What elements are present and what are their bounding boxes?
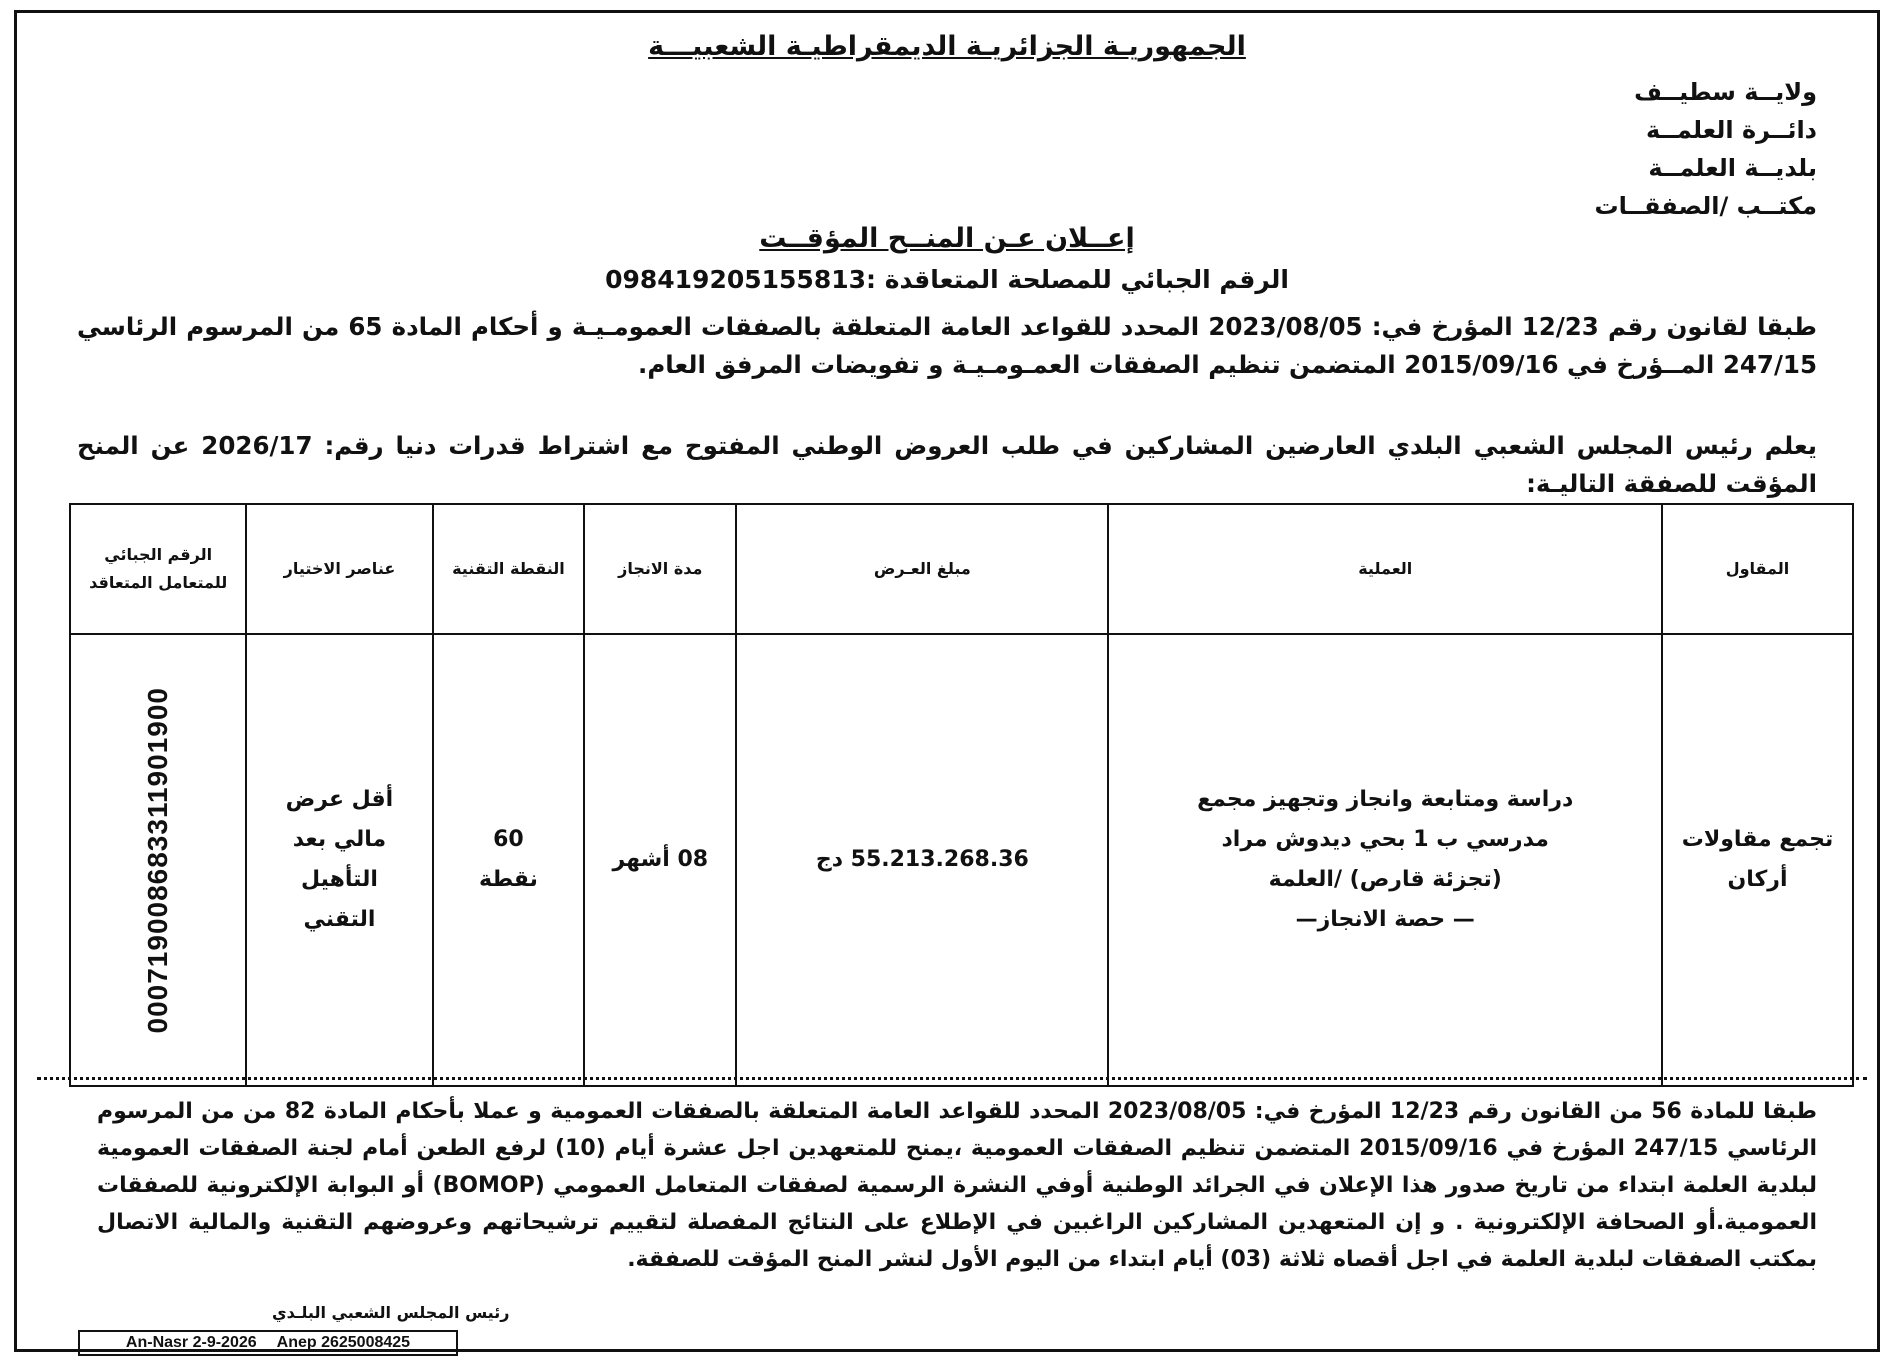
daira-line: دائــرة العلمــة xyxy=(1645,116,1817,144)
tech-score-value: 60 xyxy=(493,827,524,852)
criteria-line: مالي بعد xyxy=(292,827,387,852)
cell-duration: 08 أشهر xyxy=(584,634,736,1086)
appeal-paragraph: طبقا للمادة 56 من القانون رقم 12/23 المؤرخ في: 2023/08/05 المحدد للقواعد العامة المتعلقة بالصفقات العمومية و عملا بأحكام المادة 82 من من المرسوم الرئاسي 247/15 المؤرخ في 2015/09/16 المتضمن تنظيم الصفقات العمومية ،يمنح للمتعهدين اجل عشرة أيام (10) لرفع الطعن أمام لجنة الصفقات العمومية لبلدية العلمة ابتداء من تاريخ صدور هذا الإعلان في الجرائد الوطنية أوفي النشرة الرسمية لصفقات المتعامل العمومي (BOMOP) أو البوابة الإلكترونية للصفقات العمومية.أو الصحافة الإلكترونية . و إن المتعهدين المشاركين الراغبين في الإطلاع على النتائج المفصلة لتقييم ترشيحاتهم وعروضهم التقنية والمالية الاتصال بمكتب الصفقات لبلدية العلمة في اجل أقصاه ثلاثة (03) أيام ابتداء من اليوم الأول لنشر المنح المؤقت للصفقة. xyxy=(97,1099,1818,1272)
header-contractor-nif: الرقم الجبائي للمتعامل المتعاقد xyxy=(70,504,246,634)
cell-amount: 55.213.268.36 دج xyxy=(736,634,1108,1086)
republic-title: الجمهوريـة الجزائريـة الديمقراطيـة الشعبيـــة xyxy=(648,31,1246,62)
office-line: مكتــب /الصفقــات xyxy=(1594,192,1817,220)
cell-contractor-nif xyxy=(70,634,246,1086)
dotted-separator xyxy=(37,1077,1867,1080)
header-duration: مدة الانجاز xyxy=(584,504,736,634)
publication-reference xyxy=(78,1330,458,1356)
criteria-line: أقل عرض xyxy=(285,787,394,812)
anep-ref: Anep 2625008425 xyxy=(276,1334,411,1351)
header-contractor: المقاول xyxy=(1662,504,1853,634)
operation-line: دراسة ومتابعة وانجاز وتجهيز مجمع xyxy=(1197,787,1574,812)
tech-score-unit: نقطة xyxy=(479,867,538,892)
award-table xyxy=(69,503,1854,1087)
header-criteria: عناصر الاختيار xyxy=(246,504,432,634)
header-operation: العملية xyxy=(1108,504,1662,634)
cell-tech-score xyxy=(433,634,585,1086)
wilaya-line: ولايــة سطيــف xyxy=(1634,78,1817,106)
operation-line: (تجزئة قارص) /العلمة xyxy=(1268,867,1502,892)
criteria-line: التقني xyxy=(303,907,376,932)
cell-criteria xyxy=(246,634,432,1086)
operation-line: مدرسي ب 1 بحي ديدوش مراد xyxy=(1221,827,1549,852)
newspaper-ref: An-Nasr 2-9-2026 xyxy=(125,1334,257,1351)
signature-line: رئيس المجلس الشعبي البلـدي xyxy=(272,1303,510,1322)
announcement-page xyxy=(14,10,1880,1352)
table-row xyxy=(70,634,1853,1086)
service-tax-id: الرقم الجبائي للمصلحة المتعاقدة :098419205155813 xyxy=(605,265,1289,294)
header-tech-score: النقطة التقنية xyxy=(433,504,585,634)
commune-line: بلديــة العلمــة xyxy=(1648,154,1817,182)
administration-block xyxy=(1594,73,1817,225)
award-notice: يعلم رئيس المجلس الشعبي البلدي العارضين المشاركين في طلب العروض الوطني المفتوح مع اشتراط قدرات دنيا رقم: 2026/17 عن المنح المؤقت للصفقة التاليـة: xyxy=(77,431,1817,498)
contractor-nif-value: 000719008683311901900 xyxy=(142,686,174,1034)
criteria-line: التأهيل xyxy=(300,867,378,892)
operation-line: — حصة الانجاز— xyxy=(1295,907,1475,932)
header-amount: مبلغ العـرض xyxy=(736,504,1108,634)
announcement-title: إعــلان عـن المنــح المؤقــت xyxy=(759,223,1135,254)
cell-contractor: تجمع مقاولات أركان xyxy=(1662,634,1853,1086)
cell-operation xyxy=(1108,634,1662,1086)
table-header-row xyxy=(70,504,1853,634)
legal-intro: طبقا لقانون رقم 12/23 المؤرخ في: 2023/08/05 المحدد للقواعد العامة المتعلقة بالصفقات العمومـيـة و أحكام المادة 65 من المرسوم الرئاسي 247/15 المــؤرخ في 2015/09/16 المتضمن تنظيم الصفقات العمـومـيـة و تفويضات المرفق العام. xyxy=(77,312,1817,379)
